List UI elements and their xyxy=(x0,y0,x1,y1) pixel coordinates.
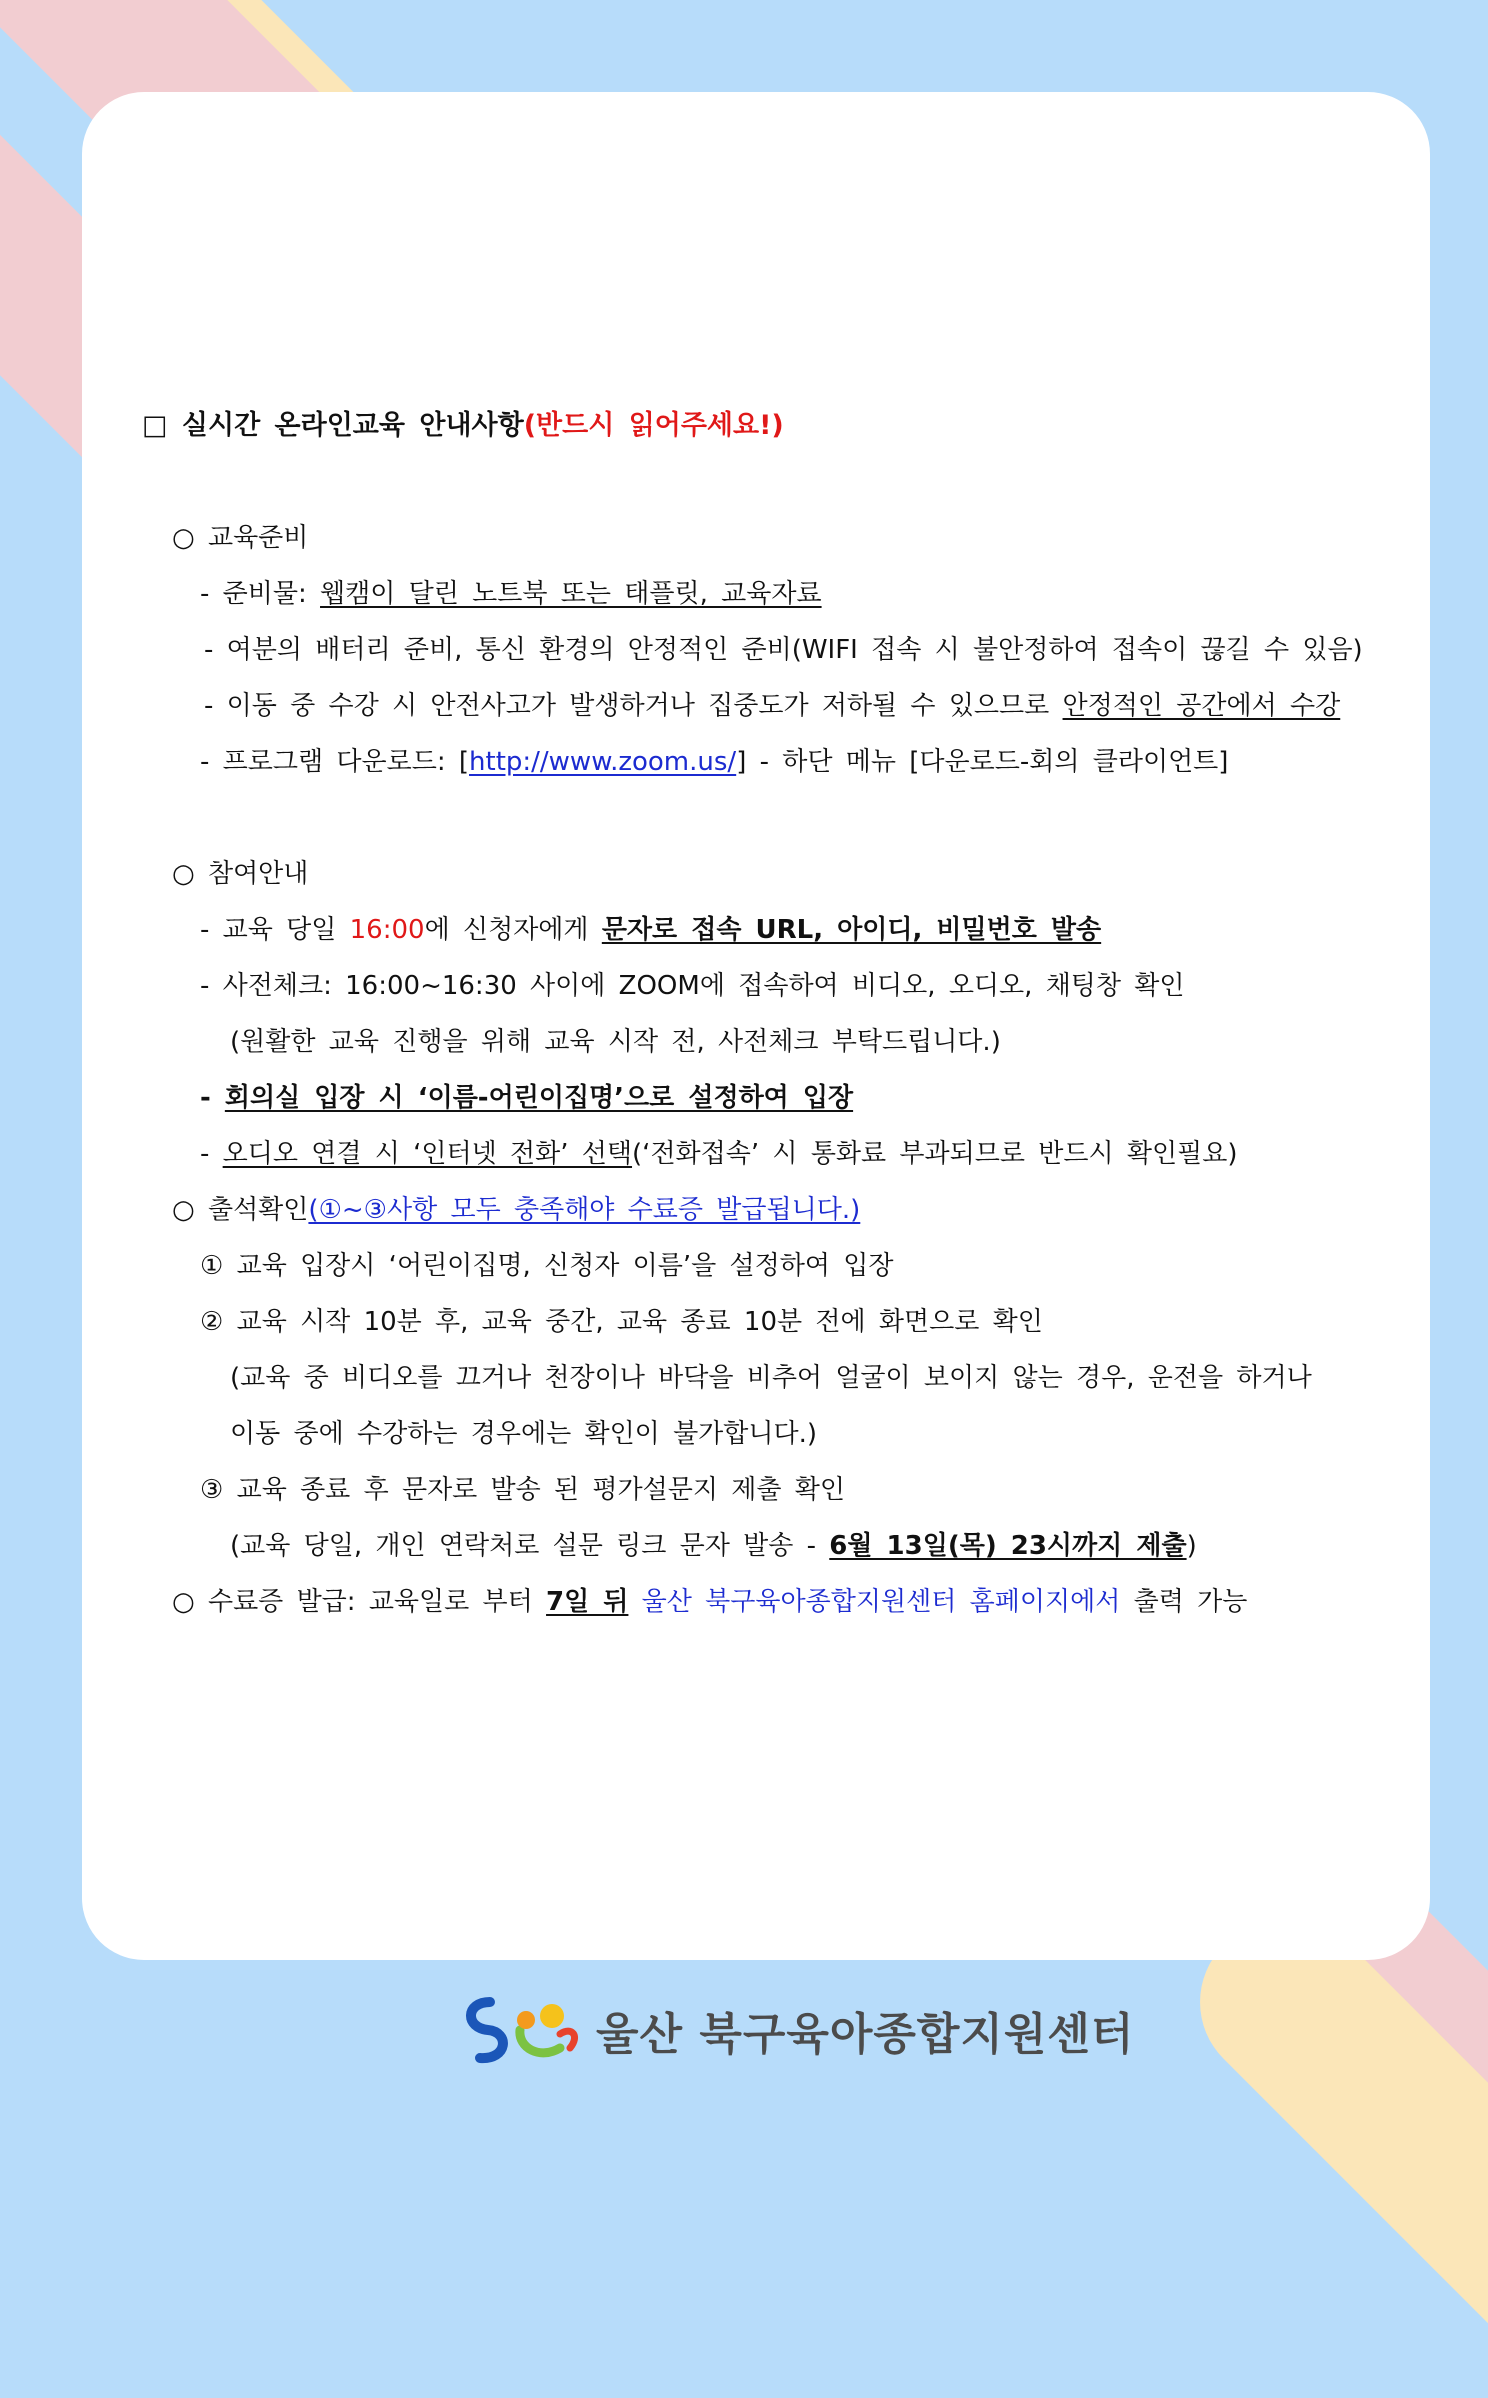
join-heading: ○ 참여안내 xyxy=(172,859,309,889)
certificate-line: ○ 수료증 발급: 교육일로 부터 7일 뒤 울산 북구육아종합지원센터 홈페이지에서 출력 가능 xyxy=(172,1587,1248,1617)
zoom-download-link[interactable]: http://www.zoom.us/ xyxy=(469,747,737,777)
attendance-note: (①~③사항 모두 충족해야 수료증 발급됩니다.) xyxy=(308,1195,861,1225)
notice-title xyxy=(142,398,1372,454)
prep-moving: - 이동 중 수강 시 안전사고가 발생하거나 집중도가 저하될 수 있으므로 안정적인 공간에서 수강 xyxy=(204,691,1341,721)
prep-moving-emph: 안정적인 공간에서 수강 xyxy=(1062,691,1341,721)
notice-content xyxy=(142,398,1372,1630)
prep-heading: ○ 교육준비 xyxy=(172,523,309,553)
join-send-emph: 문자로 접속 URL, 아이디, 비밀번호 발송 xyxy=(601,915,1102,945)
certificate-days: 7일 뒤 xyxy=(546,1587,629,1617)
join-audio: - 오디오 연결 시 ‘인터넷 전화’ 선택(‘전화접속’ 시 통화료 부과되므로 반드시 확인필요) xyxy=(200,1139,1238,1169)
prep-battery: - 여분의 배터리 준비, 통신 환경의 안정적인 준비(WIFI 접속 시 불안정하여 접속이 끊길 수 있음) xyxy=(204,635,1363,665)
join-name-rule: - 회의실 입장 시 ‘이름-어린이집명’으로 설정하여 입장 xyxy=(200,1083,854,1113)
prep-items: - 준비물: 웹캠이 달린 노트북 또는 태플릿, 교육자료 xyxy=(200,579,822,609)
attendance-item-3-note: (교육 당일, 개인 연락처로 설문 링크 문자 발송 - 6월 13일(목) 23시까지 제출) xyxy=(230,1531,1197,1561)
prep-download: - 프로그램 다운로드: [http://www.zoom.us/] - 하단 메뉴 [다운로드-회의 클라이언트] xyxy=(200,747,1229,777)
prep-items-value: 웹캠이 달린 노트북 또는 태플릿, 교육자료 xyxy=(320,579,822,609)
survey-deadline: 6월 13일(목) 23시까지 제출 xyxy=(829,1531,1187,1561)
certificate-site: 울산 북구육아종합지원센터 홈페이지에서 xyxy=(628,1587,1121,1617)
join-precheck-note: (원활한 교육 진행을 위해 교육 시작 전, 사전체크 부탁드립니다.) xyxy=(230,1027,1001,1057)
title-warning: (반드시 읽어주세요!) xyxy=(523,410,784,441)
title-text: □ 실시간 온라인교육 안내사항 xyxy=(142,410,524,441)
attendance-heading: ○ 출석확인(①~③사항 모두 충족해야 수료증 발급됩니다.) xyxy=(172,1195,861,1225)
attendance-item-2-note-2: 이동 중에 수강하는 경우에는 확인이 불가합니다.) xyxy=(230,1419,818,1449)
footer-center-name: 울산 북구육아종합지원센터 xyxy=(596,2009,1135,2060)
attendance-item-1: ① 교육 입장시 ‘어린이집명, 신청자 이름’을 설정하여 입장 xyxy=(200,1251,894,1281)
footer xyxy=(460,1990,1134,2070)
center-logo-icon xyxy=(460,1990,590,2070)
join-send-time: 16:00 xyxy=(349,915,425,945)
attendance-item-3: ③ 교육 종료 후 문자로 발송 된 평가설문지 제출 확인 xyxy=(200,1475,846,1505)
join-precheck: - 사전체크: 16:00~16:30 사이에 ZOOM에 접속하여 비디오, 오디오, 채팅창 확인 xyxy=(200,971,1185,1001)
join-audio-emph: 오디오 연결 시 ‘인터넷 전화’ 선택 xyxy=(222,1139,633,1169)
attendance-item-2: ② 교육 시작 10분 후, 교육 중간, 교육 종료 10분 전에 화면으로 확인 xyxy=(200,1307,1043,1337)
join-send: - 교육 당일 16:00에 신청자에게 문자로 접속 URL, 아이디, 비밀번호 발송 xyxy=(200,915,1102,945)
attendance-item-2-note: (교육 중 비디오를 끄거나 천장이나 바닥을 비추어 얼굴이 보이지 않는 경우, 운전을 하거나 xyxy=(230,1363,1312,1393)
